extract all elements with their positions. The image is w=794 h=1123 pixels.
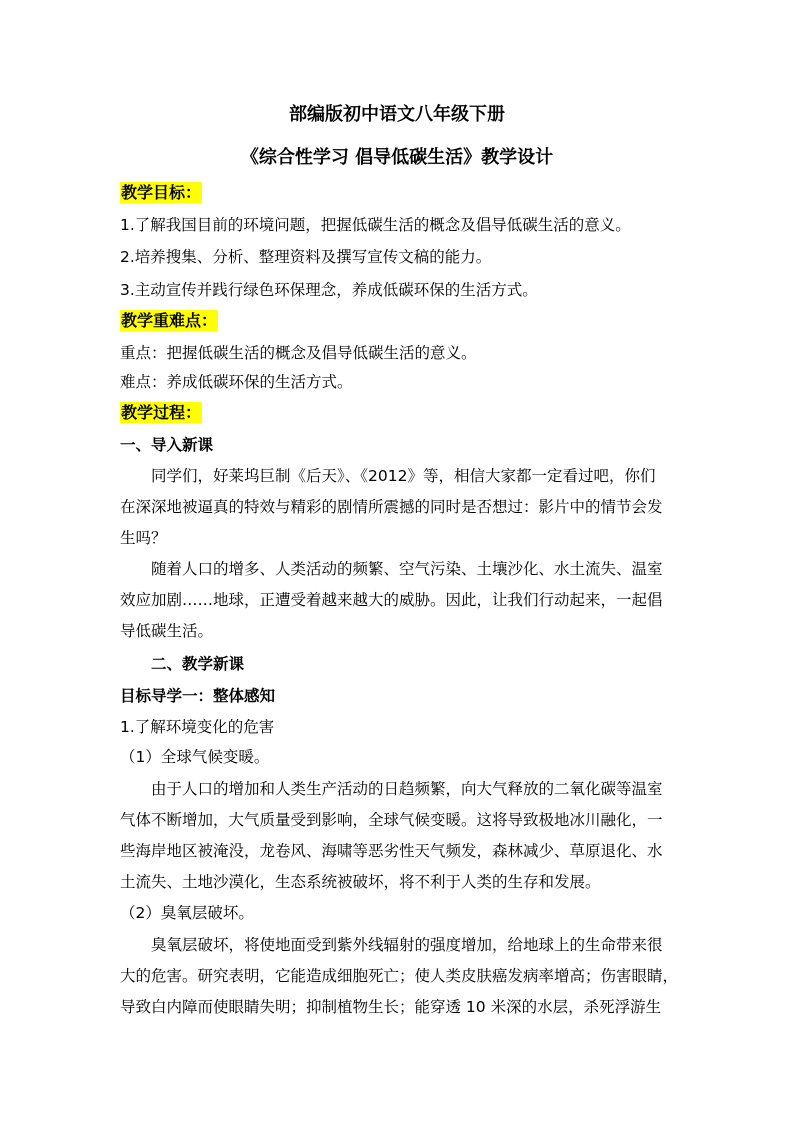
objectives-heading: 教学目标： <box>121 183 202 202</box>
paragraph-line: 导低碳生活。 <box>120 622 214 640</box>
paragraph-line: 大的危害。研究表明，它能造成细胞死亡；使人类皮肤癌发病率增高；伤害眼睛， <box>120 967 679 985</box>
document-subtitle: 《综合性学习 倡导低碳生活》教学设计 <box>240 147 554 168</box>
item-title: （1）全球气候变暖。 <box>120 748 270 766</box>
item-title: （2）臭氧层破坏。 <box>120 904 254 922</box>
paragraph-line: 些海岸地区被淹没，龙卷风、海啸等恶劣性天气频发，森林减少、草原退化、水 <box>120 842 663 860</box>
paragraph-line: 导致白内障而使眼睛失明；抑制植物生长；能穿透 10 米深的水层，杀死浮游生 <box>120 998 662 1016</box>
difficulty-point: 难点：养成低碳环保的生活方式。 <box>120 373 353 391</box>
objective-item: 1.了解我国目前的环境问题，把握低碳生活的概念及倡导低碳生活的意义。 <box>120 216 631 234</box>
paragraph-line: 臭氧层破坏，将使地面受到紫外线辐射的强度增加，给地球上的生命带来很 <box>151 936 663 954</box>
paragraph-line: 在深深地被逼真的特效与精彩的剧情所震撼的同时是否想过：影片中的情节会发 <box>120 498 663 516</box>
process-heading: 教学过程： <box>121 403 202 422</box>
document-title: 部编版初中语文八年级下册 <box>289 104 505 125</box>
objective-item: 2.培养搜集、分析、整理资料及撰写宣传文稿的能力。 <box>120 248 492 266</box>
paragraph-line: 由于人口的增加和人类生产活动的日趋频繁，向大气释放的二氧化碳等温室 <box>151 780 663 798</box>
sub-title: 1.了解环境变化的危害 <box>120 718 275 736</box>
paragraph-line: 同学们，好莱坞巨制《后天》、《2012》等，相信大家都一定看过吧，你们 <box>151 467 656 485</box>
section-title: 二、教学新课 <box>151 655 245 673</box>
objective-item: 3.主动宣传并践行绿色环保理念，养成低碳环保的生活方式。 <box>120 281 538 299</box>
paragraph-line: 生吗？ <box>120 529 167 547</box>
key-points-heading: 教学重难点： <box>121 311 218 330</box>
paragraph-line: 随着人口的增多、人类活动的频繁、空气污染、土壤沙化、水土流失、温室 <box>151 560 663 578</box>
section-title: 一、导入新课 <box>120 436 214 454</box>
goal-title: 目标导学一：整体感知 <box>120 687 276 705</box>
paragraph-line: 气体不断增加，大气质量受到影响，全球气候变暖。这将导致极地冰川融化，一 <box>120 811 663 829</box>
paragraph-line: 土流失、土地沙漠化，生态系统被破坏，将不利于人类的生存和发展。 <box>120 873 601 891</box>
paragraph-line: 效应加剧……地球，正遭受着越来越大的威胁。因此，让我们行动起来，一起倡 <box>120 591 663 609</box>
key-point: 重点：把握低碳生活的概念及倡导低碳生活的意义。 <box>120 344 477 362</box>
